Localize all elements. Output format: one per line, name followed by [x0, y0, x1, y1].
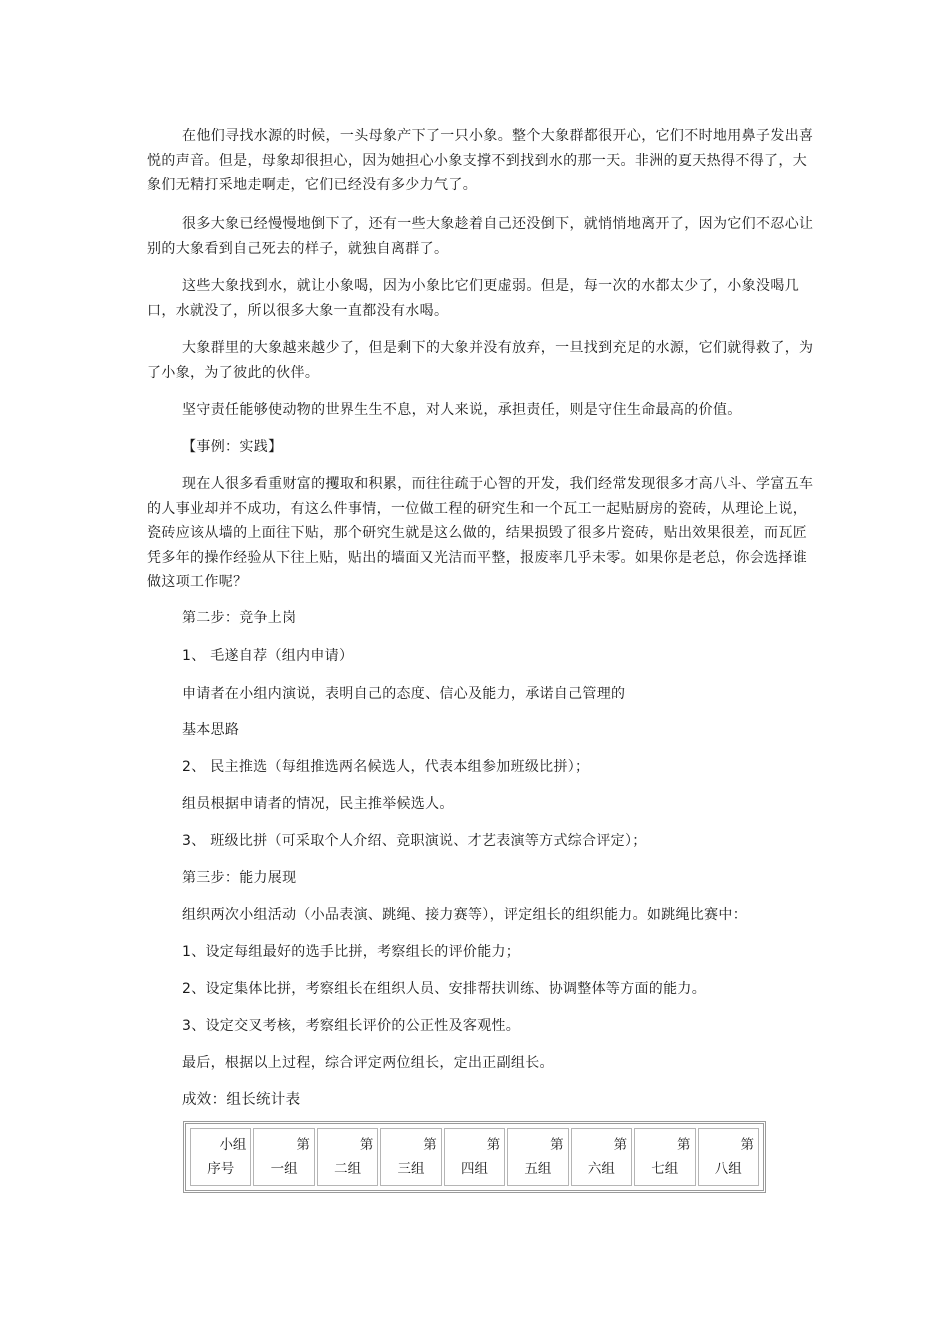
- paragraph-water-for-calf: 这些大象找到水，就让小象喝，因为小象比它们更虚弱。但是，每一次的水都太少了，小象没喝几口，水就没了，所以很多大象一直都没有水喝。: [147, 278, 800, 319]
- table-cell: 第 三组: [380, 1128, 441, 1186]
- paragraph-responsibility: 坚守责任能够使动物的世界生生不息，对人来说，承担责任，则是守住生命最高的价值。: [182, 402, 742, 418]
- table-cell: 第 八组: [698, 1128, 760, 1186]
- list-item-group-contest: 2、设定集体比拼，考察组长在组织人员、安排帮扶训练、协调整体等方面的能力。: [182, 981, 707, 997]
- text-basic-idea: 基本思路: [182, 722, 240, 738]
- table-cell: 第 二组: [317, 1128, 378, 1186]
- table-row: [190, 1128, 759, 1186]
- paragraph-tile-story: 现在人很多看重财富的攫取和积累，而往往疏于心智的开发，我们经常发现很多才高八斗、学富五车的人事业却并不成功，有这么件事情，一位做工程的研究生和一个瓦工一起贴厨房的瓷砖，从理论上说，瓷砖应该从墙的上面往下贴，那个研究生就是这么做的，结果损毁了很多片瓷砖，贴出效果很差，而瓦匠凭多年的操作经验从下往上贴，贴出的墙面又光洁而平整，报废率几乎未零。如果你是老总，你会选择谁做这项工作呢？: [147, 476, 814, 590]
- paragraph-elephants-leave: 很多大象已经慢慢地倒下了，还有一些大象趁着自己还没倒下，就悄悄地离开了，因为它们不忍心让别的大象看到自己死去的样子，就独自离群了。: [147, 216, 814, 257]
- paragraph-elephant-calf: 在他们寻找水源的时候，一头母象产下了一只小象。整个大象群都很开心，它们不时地用鼻子发出喜悦的声音。但是，母象却很担心，因为她担心小象支撑不到找到水的那一天。非洲的夏天热得不得了，大象们无精打采地走啊走，它们已经没有多少力气了。: [147, 128, 814, 193]
- text-group-activities: 组织两次小组活动（小品表演、跳绳、接力赛等），评定组长的组织能力。如跳绳比赛中：: [182, 907, 747, 923]
- table-cell: 第 一组: [253, 1128, 314, 1186]
- group-leader-table: [183, 1121, 766, 1193]
- text-applicant-speech: 申请者在小组内演说，表明自己的态度、信心及能力，承诺自己管理的: [182, 686, 626, 702]
- text-members-vote: 组员根据申请者的情况，民主推举候选人。: [182, 796, 454, 812]
- table-cell: 小组 序号: [190, 1128, 251, 1186]
- table-cell: 第 六组: [571, 1128, 632, 1186]
- list-item-democratic-vote: 2、 民主推选（每组推选两名候选人，代表本组参加班级比拼）；: [182, 759, 590, 775]
- list-item-best-player: 1、设定每组最好的选手比拼，考察组长的评价能力；: [182, 944, 521, 960]
- table-cell: 第 四组: [444, 1128, 505, 1186]
- table-caption: 成效：组长统计表: [182, 1092, 301, 1108]
- paragraph-not-give-up: 大象群里的大象越来越少了，但是剩下的大象并没有放弃，一旦找到充足的水源，它们就得救了，为了小象，为了彼此的伙伴。: [147, 340, 814, 381]
- list-item-cross-check: 3、设定交叉考核，考察组长评价的公正性及客观性。: [182, 1018, 521, 1034]
- table-cell: 第 七组: [634, 1128, 695, 1186]
- step-two-heading: 第二步：竞争上岗: [182, 610, 297, 626]
- list-item-self-recommend: 1、 毛遂自荐（组内申请）: [182, 648, 354, 664]
- step-three-heading: 第三步：能力展现: [182, 870, 297, 886]
- section-heading-example: 【事例：实践】: [182, 439, 283, 455]
- list-item-class-contest: 3、 班级比拼（可采取个人介绍、竞职演说、才艺表演等方式综合评定）；: [182, 833, 647, 849]
- table-cell: 第 五组: [507, 1128, 568, 1186]
- text-final-selection: 最后，根据以上过程，综合评定两位组长，定出正副组长。: [182, 1055, 554, 1071]
